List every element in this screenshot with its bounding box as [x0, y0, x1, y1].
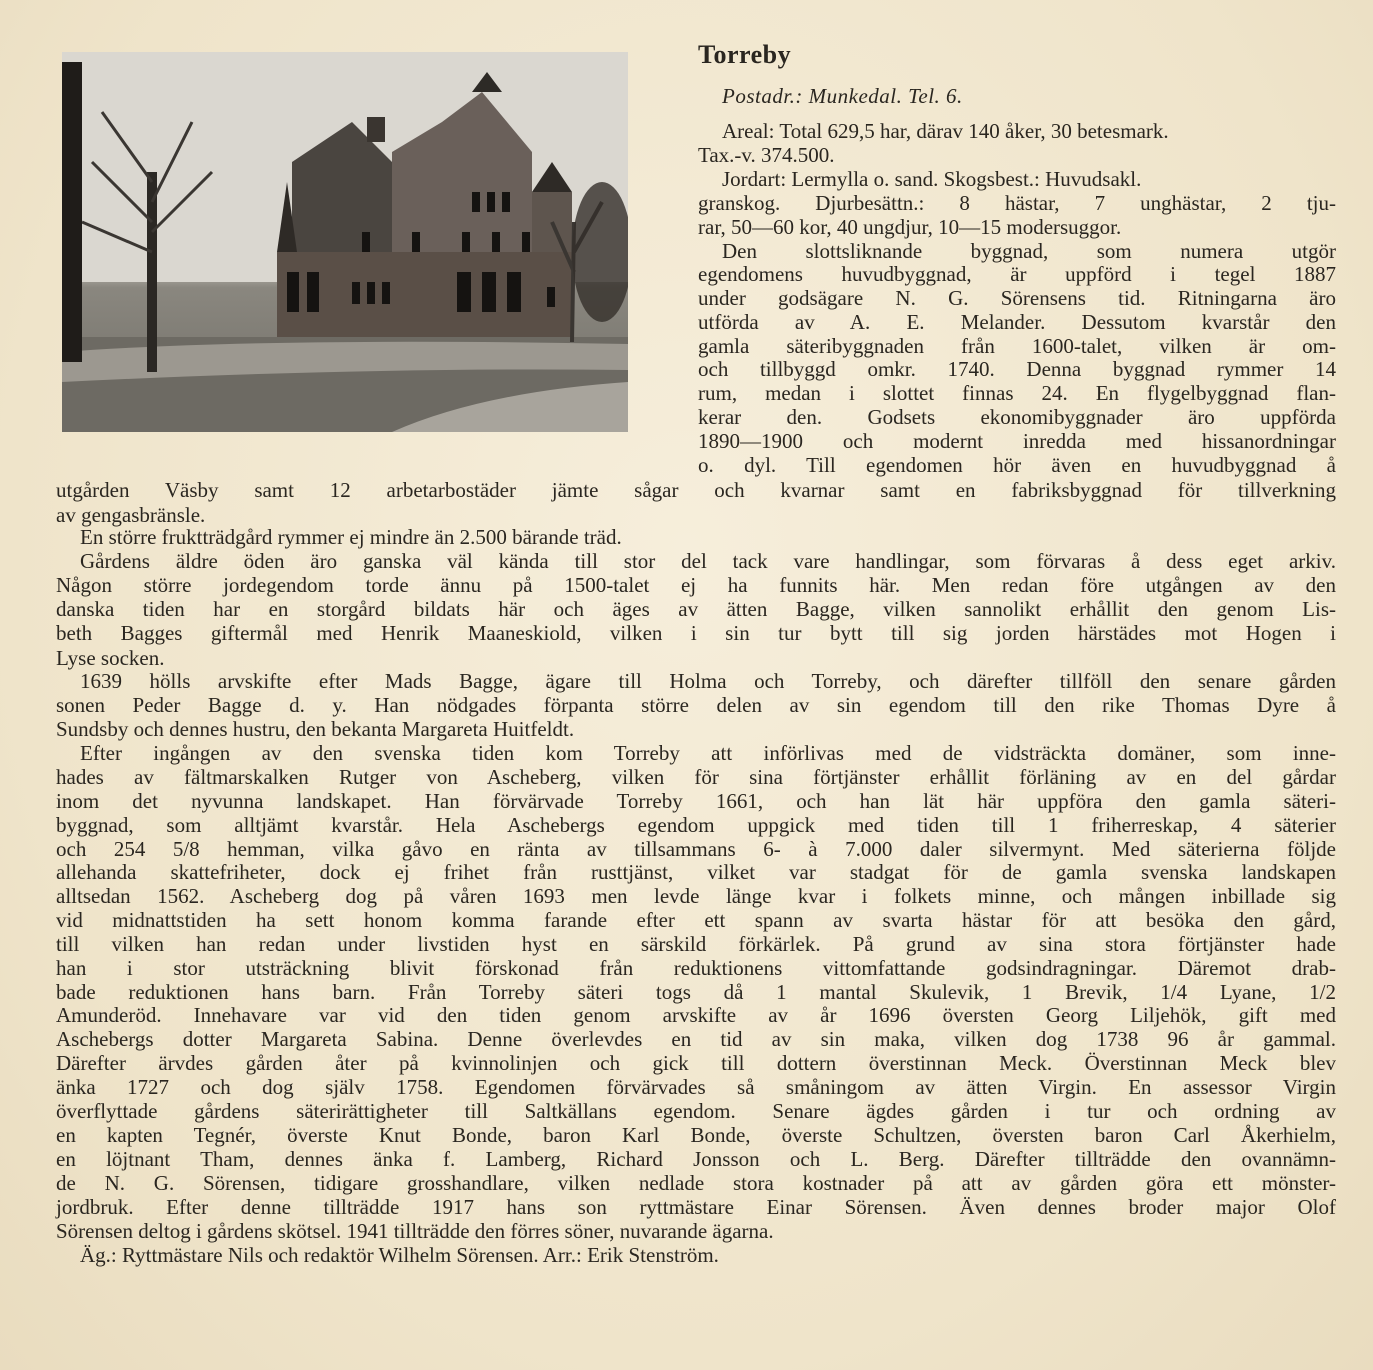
body-line: Gårdens äldre öden äro ganska väl kända till stor del tack vare handlingar, som förvaras å dess eget arkiv.: [80, 549, 1336, 573]
body-line: en kapten Tegnér, överste Knut Bonde, baron Karl Bonde, överste Schultzen, översten baron Carl Åkerhielm,: [56, 1123, 1336, 1147]
body-line: Äg.: Ryttmästare Nils och redaktör Wilhelm Sörensen. Arr.: Erik Stenström.: [80, 1243, 719, 1267]
body-line: de N. G. Sörensen, tidigare grosshandlare, vilken nedlade stora kostnader på att av gården göra ett mönster-: [56, 1171, 1336, 1195]
body-line: Sörensen deltog i gårdens skötsel. 1941 tillträdde den förres söner, nuvarande ägarna.: [56, 1219, 774, 1243]
body-line: till vilken han redan under livstiden hyst en särskild förkärlek. På grund av sina stora förtjänster hade: [56, 932, 1336, 956]
body-line: utförda av A. E. Melander. Dessutom kvarstår den: [698, 310, 1336, 334]
body-line: Någon större jordegendom torde ännu på 1500-talet ej ha funnits här. Men redan före utgången av den: [56, 573, 1336, 597]
body-line: byggnad, som alltjämt kvarstår. Hela Aschebergs egendom uppgick med tiden till 1 friherreskap, 4 säterier: [56, 813, 1336, 837]
body-line: kerar den. Godsets ekonomibyggnader äro uppförda: [698, 405, 1336, 429]
body-line: En större fruktträdgård rymmer ej mindre än 2.500 bärande träd.: [80, 525, 622, 549]
postal-address: Postadr.: Munkedal. Tel. 6.: [722, 84, 963, 108]
body-line: under godsägare N. G. Sörensens tid. Ritningarna äro: [698, 286, 1336, 310]
manor-photograph: [62, 52, 628, 432]
body-line: 1890—1900 och modernt inredda med hissanordningar: [698, 429, 1336, 453]
body-line: Areal: Total 629,5 har, därav 140 åker, 30 betesmark.: [722, 119, 1169, 143]
body-line: sonen Peder Bagge d. y. Han nödgades förpanta större delen av sin egendom till den rike Thomas Dyre å: [56, 693, 1336, 717]
body-line: rar, 50—60 kor, 40 ungdjur, 10—15 modersuggor.: [698, 215, 1122, 239]
body-line: allehanda skattefriheter, dock ej frihet från rusttjänst, vilket var stadgat för de gamla svenska landskapen: [56, 860, 1336, 884]
body-line: rum, medan i slottet finnas 24. En flygelbyggnad flan-: [698, 381, 1336, 405]
body-line: egendomens huvudbyggnad, är uppförd i tegel 1887: [698, 262, 1336, 286]
body-line: danska tiden har en storgård bildats här och äges av ätten Bagge, vilken sannolikt erhållit den genom Lis-: [56, 597, 1336, 621]
body-line: Den slottsliknande byggnad, som numera utgör: [722, 239, 1336, 263]
body-line: beth Bagges giftermål med Henrik Maaneskiold, vilken i sin tur bytt till sig jorden härstädes mot Hogen i: [56, 621, 1336, 645]
body-line: överflyttade gårdens säterirättigheter till Saltkällans egendom. Senare ägdes gården i tur och ordning av: [56, 1099, 1336, 1123]
body-line: Lyse socken.: [56, 646, 165, 670]
body-line: bade reduktionen hans barn. Från Torreby säteri togs då 1 mantal Skulevik, 1 Brevik, 1/4 Lyane, 1/2: [56, 980, 1336, 1004]
body-line: jordbruk. Efter denne tillträdde 1917 hans son ryttmästare Einar Sörensen. Även dennes broder major Olof: [56, 1195, 1336, 1219]
body-line: Efter ingången av den svenska tiden kom Torreby att införlivas med de vidsträckta domäner, som inne-: [80, 741, 1336, 765]
body-line: Jordart: Lermylla o. sand. Skogsbest.: Huvudsakl.: [722, 167, 1142, 191]
body-line: Sundsby och dennes hustru, den bekanta Margareta Huitfeldt.: [56, 717, 575, 741]
body-line: och tillbyggd omkr. 1740. Denna byggnad rymmer 14: [698, 357, 1336, 381]
body-line: av gengasbränsle.: [56, 503, 206, 527]
castle-image: [62, 52, 628, 432]
body-line: änka 1727 och dog själv 1758. Egendomen förvärvades så småningom av ätten Virgin. En assessor Virgin: [56, 1075, 1336, 1099]
body-line: 1639 hölls arvskifte efter Mads Bagge, ägare till Holma och Torreby, och därefter tillföll den senare gården: [80, 669, 1336, 693]
body-line: Därefter ärvdes gården åter på kvinnolinjen och gick till dottern överstinnan Meck. Överstinnan Meck blev: [56, 1051, 1336, 1075]
body-line: han i stor utsträckning blivit förskonad från reduktionens vittomfattande godsindragningar. Däremot drab-: [56, 956, 1336, 980]
body-line: o. dyl. Till egendomen hör även en huvudbyggnad å: [698, 453, 1336, 477]
body-line: en löjtnant Tham, dennes änka f. Lamberg, Richard Jonsson och L. Berg. Därefter tillträdde den ovannämn-: [56, 1147, 1336, 1171]
body-line: Aschebergs dotter Margareta Sabina. Denne överlevdes en tid av sin maka, vilken dog 1738 96 år gammal.: [56, 1027, 1336, 1051]
body-line: inom det nyvunna landskapet. Han förvärvade Torreby 1661, och han lät här uppföra den gamla säteri-: [56, 789, 1336, 813]
body-line: och 254 5/8 hemman, vilka gåvo en ränta av tillsammans 6- à 7.000 daler silvermynt. Med säterierna följde: [56, 837, 1336, 861]
body-line: granskog. Djurbesättn.: 8 hästar, 7 unghästar, 2 tju-: [698, 191, 1336, 215]
body-line: alltsedan 1562. Ascheberg dog på våren 1693 men levde länge kvar i folkets minne, och mången inbillade sig: [56, 884, 1336, 908]
body-line: gamla säteribyggnaden från 1600-talet, vilken är om-: [698, 334, 1336, 358]
body-line: Amunderöd. Innehavare var vid den tiden genom arvskifte av år 1696 översten Georg Liljehök, gift med: [56, 1003, 1336, 1027]
body-line: vid midnattstiden ha sett honom komma farande efter ett spann av svarta hästar för att besöka den gård,: [56, 908, 1336, 932]
entry-title: Torreby: [698, 40, 792, 69]
body-line: utgården Väsby samt 12 arbetarbostäder jämte sågar och kvarnar samt en fabriksbyggnad för tillverkning: [56, 478, 1336, 502]
body-line: Tax.-v. 374.500.: [698, 143, 835, 167]
body-line: hades av fältmarskalken Rutger von Ascheberg, vilken för sina förtjänster erhållit förläning av en del gårdar: [56, 765, 1336, 789]
